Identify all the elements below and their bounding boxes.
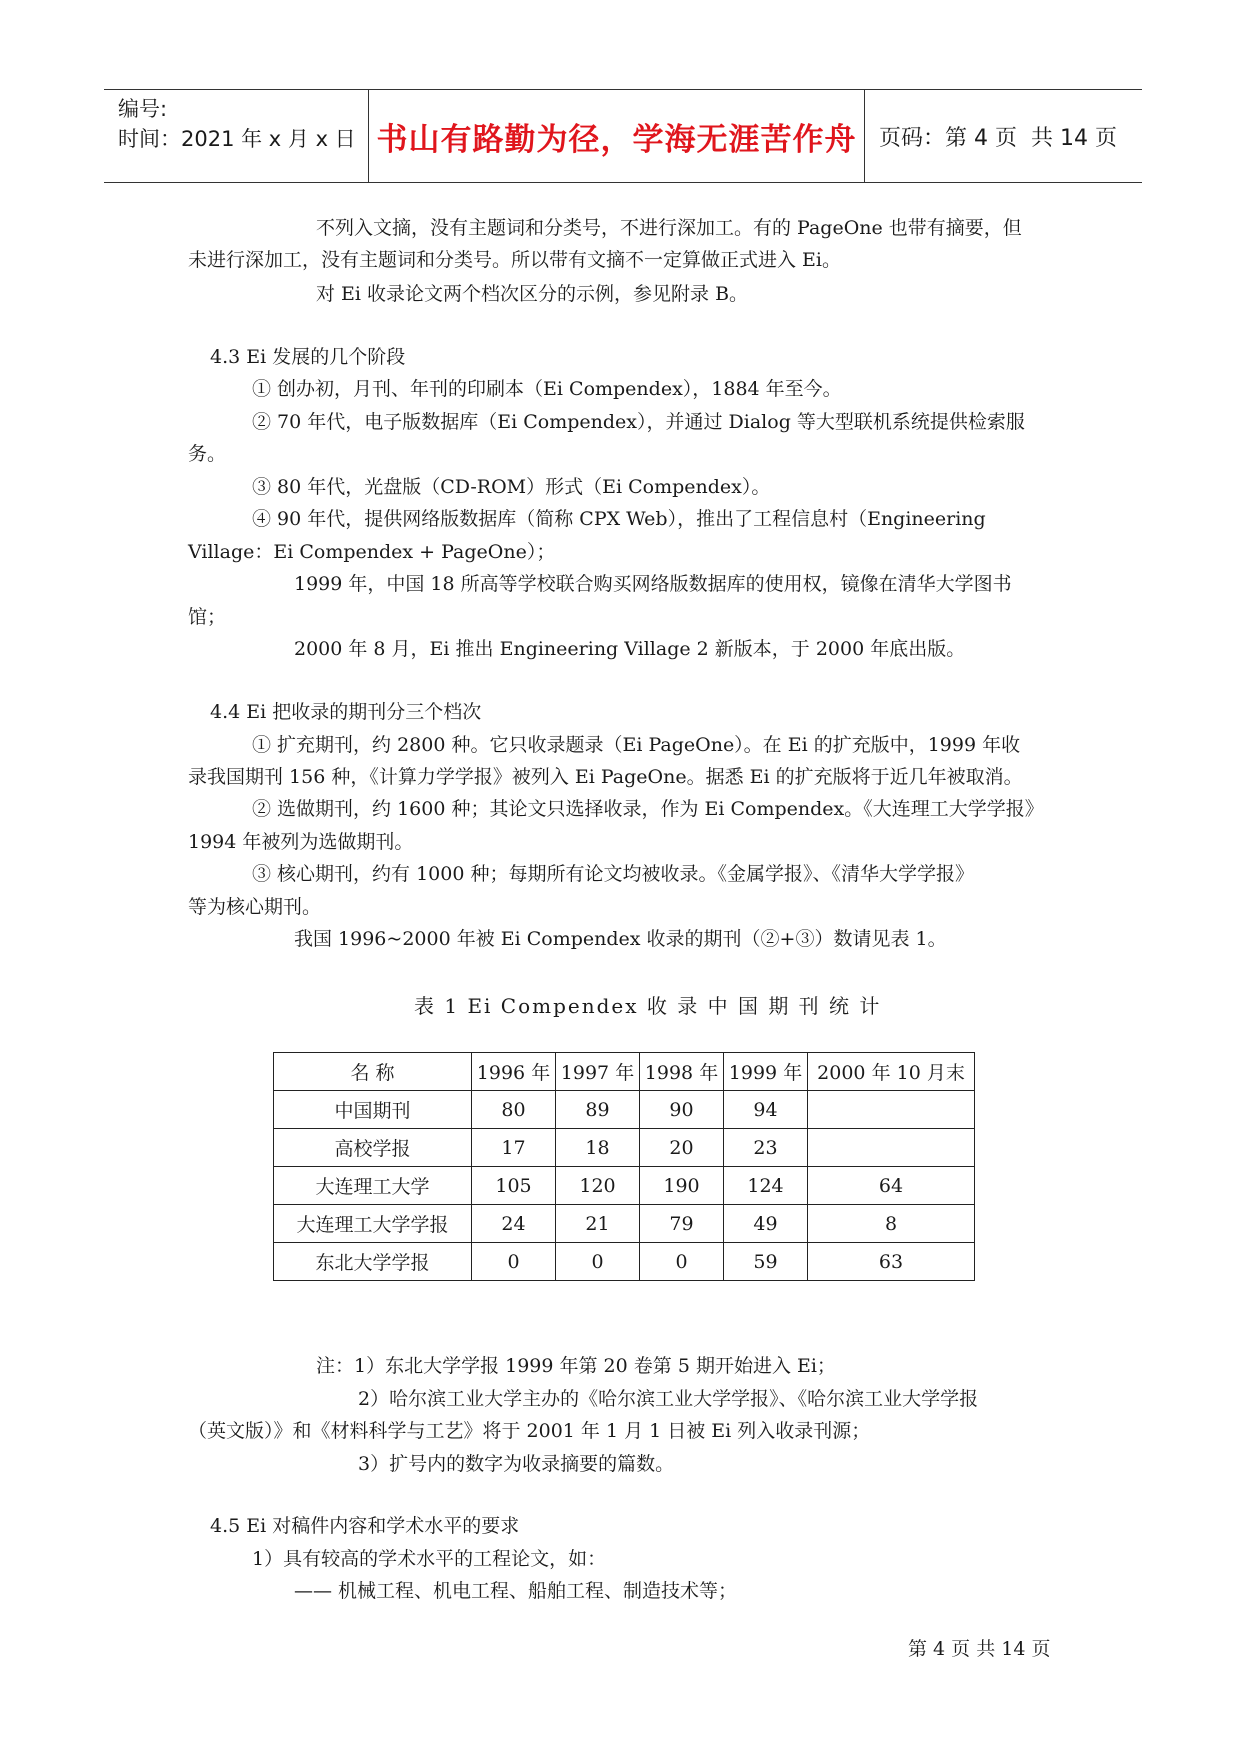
header-motto: 书山有路勤为径，学海无涯苦作舟 (376, 121, 857, 158)
page-footer: 第 4 页 共 14 页 (908, 1638, 1051, 1660)
section-heading-4-5: 4.5 Ei 对稿件内容和学术水平的要求 (210, 1515, 520, 1537)
section-heading-4-3: 4.3 Ei 发展的几个阶段 (210, 346, 406, 368)
header-meta (104, 90, 369, 182)
header-page-cell (865, 90, 1142, 182)
table-row (274, 1129, 975, 1167)
body-line: ④ 90 年代，提供网络版数据库（简称 CPX Web），推出了工程信息村（Engineering (252, 508, 986, 530)
document-number-label: 编号: (118, 97, 168, 121)
table-cell (808, 1129, 975, 1167)
section-heading-4-4: 4.4 Ei 把收录的期刊分三个档次 (210, 701, 482, 723)
table-row (274, 1205, 975, 1243)
body-line: Village：Ei Compendex + PageOne）； (188, 541, 556, 563)
body-line: ① 扩充期刊，约 2800 种。它只收录题录（Ei PageOne）。在 Ei 的扩充版中，1999 年收 (252, 734, 1021, 756)
table-caption: 表 1 Ei Compendex 收 录 中 国 期 刊 统 计 (414, 994, 882, 1018)
table-header-row (274, 1053, 975, 1091)
body-line: ① 创办初，月刊、年刊的印刷本（Ei Compendex），1884 年至今。 (252, 378, 842, 400)
table-cell: 0 (556, 1243, 640, 1281)
note-line: 注：1）东北大学学报 1999 年第 20 卷第 5 期开始进入 Ei； (316, 1355, 836, 1377)
page-header (104, 89, 1142, 183)
header-page-label: 页码：第 4 页 共 14 页 (879, 125, 1117, 151)
table-cell: 23 (724, 1129, 808, 1167)
column-header: 1997 年 (556, 1053, 640, 1091)
body-line: ② 70 年代，电子版数据库（Ei Compendex），并通过 Dialog 等大型联机系统提供检索服 (252, 411, 1025, 433)
column-header: 1999 年 (724, 1053, 808, 1091)
body-line: 不列入文摘，没有主题词和分类号，不进行深加工。有的 PageOne 也带有摘要，但 (316, 217, 1022, 239)
table-cell: 8 (808, 1205, 975, 1243)
body-line: —— 机械工程、机电工程、船舶工程、制造技术等； (294, 1580, 738, 1602)
body-line: ③ 80 年代，光盘版（CD-ROM）形式（Ei Compendex）。 (252, 476, 771, 498)
note-line: 3）扩号内的数字为收录摘要的篇数。 (358, 1453, 675, 1475)
table-cell: 大连理工大学 (274, 1167, 472, 1205)
column-header: 2000 年 10 月末 (808, 1053, 975, 1091)
table-cell: 中国期刊 (274, 1091, 472, 1129)
table-cell: 120 (556, 1167, 640, 1205)
table-cell: 64 (808, 1167, 975, 1205)
table-cell: 105 (472, 1167, 556, 1205)
table-cell: 124 (724, 1167, 808, 1205)
column-header: 名 称 (274, 1053, 472, 1091)
body-line: 务。 (188, 443, 227, 465)
table-cell: 0 (472, 1243, 556, 1281)
table-cell: 20 (640, 1129, 724, 1167)
body-line: 2000 年 8 月，Ei 推出 Engineering Village 2 新版本，于 2000 年底出版。 (294, 638, 966, 660)
table-row (274, 1167, 975, 1205)
column-header: 1998 年 (640, 1053, 724, 1091)
body-line: 未进行深加工，没有主题词和分类号。所以带有文摘不一定算做正式进入 Ei。 (188, 249, 841, 271)
table-cell: 18 (556, 1129, 640, 1167)
body-line: ③ 核心期刊，约有 1000 种；每期所有论文均被收录。《金属学报》、《清华大学学报》 (252, 863, 974, 885)
body-line: 1994 年被列为选做期刊。 (188, 831, 414, 853)
table-cell: 190 (640, 1167, 724, 1205)
table-row (274, 1091, 975, 1129)
table-cell: 79 (640, 1205, 724, 1243)
body-line: 馆； (188, 606, 227, 628)
column-header: 1996 年 (472, 1053, 556, 1091)
table-cell: 89 (556, 1091, 640, 1129)
table-cell: 东北大学学报 (274, 1243, 472, 1281)
note-line: （英文版）》和《材料科学与工艺》将于 2001 年 1 月 1 日被 Ei 列入收录刊源； (188, 1420, 871, 1442)
table-cell: 0 (640, 1243, 724, 1281)
table-cell: 80 (472, 1091, 556, 1129)
table-cell: 大连理工大学学报 (274, 1205, 472, 1243)
header-motto-cell (369, 90, 865, 182)
table-row (274, 1243, 975, 1281)
document-time-label: 时间：2021 年 x 月 x 日 (118, 127, 356, 151)
table-cell: 21 (556, 1205, 640, 1243)
table-cell: 高校学报 (274, 1129, 472, 1167)
table-cell: 49 (724, 1205, 808, 1243)
statistics-table (273, 1052, 975, 1281)
table-cell: 63 (808, 1243, 975, 1281)
table-cell: 24 (472, 1205, 556, 1243)
body-line: 录我国期刊 156 种，《计算力学学报》被列入 Ei PageOne。据悉 Ei 的扩充版将于近几年被取消。 (188, 766, 1023, 788)
body-line: 1）具有较高的学术水平的工程论文，如： (252, 1548, 607, 1570)
body-line: 对 Ei 收录论文两个档次区分的示例，参见附录 B。 (316, 283, 749, 305)
table-cell: 59 (724, 1243, 808, 1281)
body-line: ② 选做期刊，约 1600 种；其论文只选择收录，作为 Ei Compendex。《大连理工大学学报》 (252, 798, 1044, 820)
note-line: 2）哈尔滨工业大学主办的《哈尔滨工业大学学报》、《哈尔滨工业大学学报 (358, 1388, 979, 1410)
table-cell: 17 (472, 1129, 556, 1167)
body-line: 我国 1996~2000 年被 Ei Compendex 收录的期刊（②+③）数请见表 1。 (294, 928, 947, 950)
body-line: 1999 年，中国 18 所高等学校联合购买网络版数据库的使用权，镜像在清华大学图书 (294, 573, 1012, 595)
table-cell: 94 (724, 1091, 808, 1129)
table-cell: 90 (640, 1091, 724, 1129)
body-line: 等为核心期刊。 (188, 896, 322, 918)
table-cell (808, 1091, 975, 1129)
